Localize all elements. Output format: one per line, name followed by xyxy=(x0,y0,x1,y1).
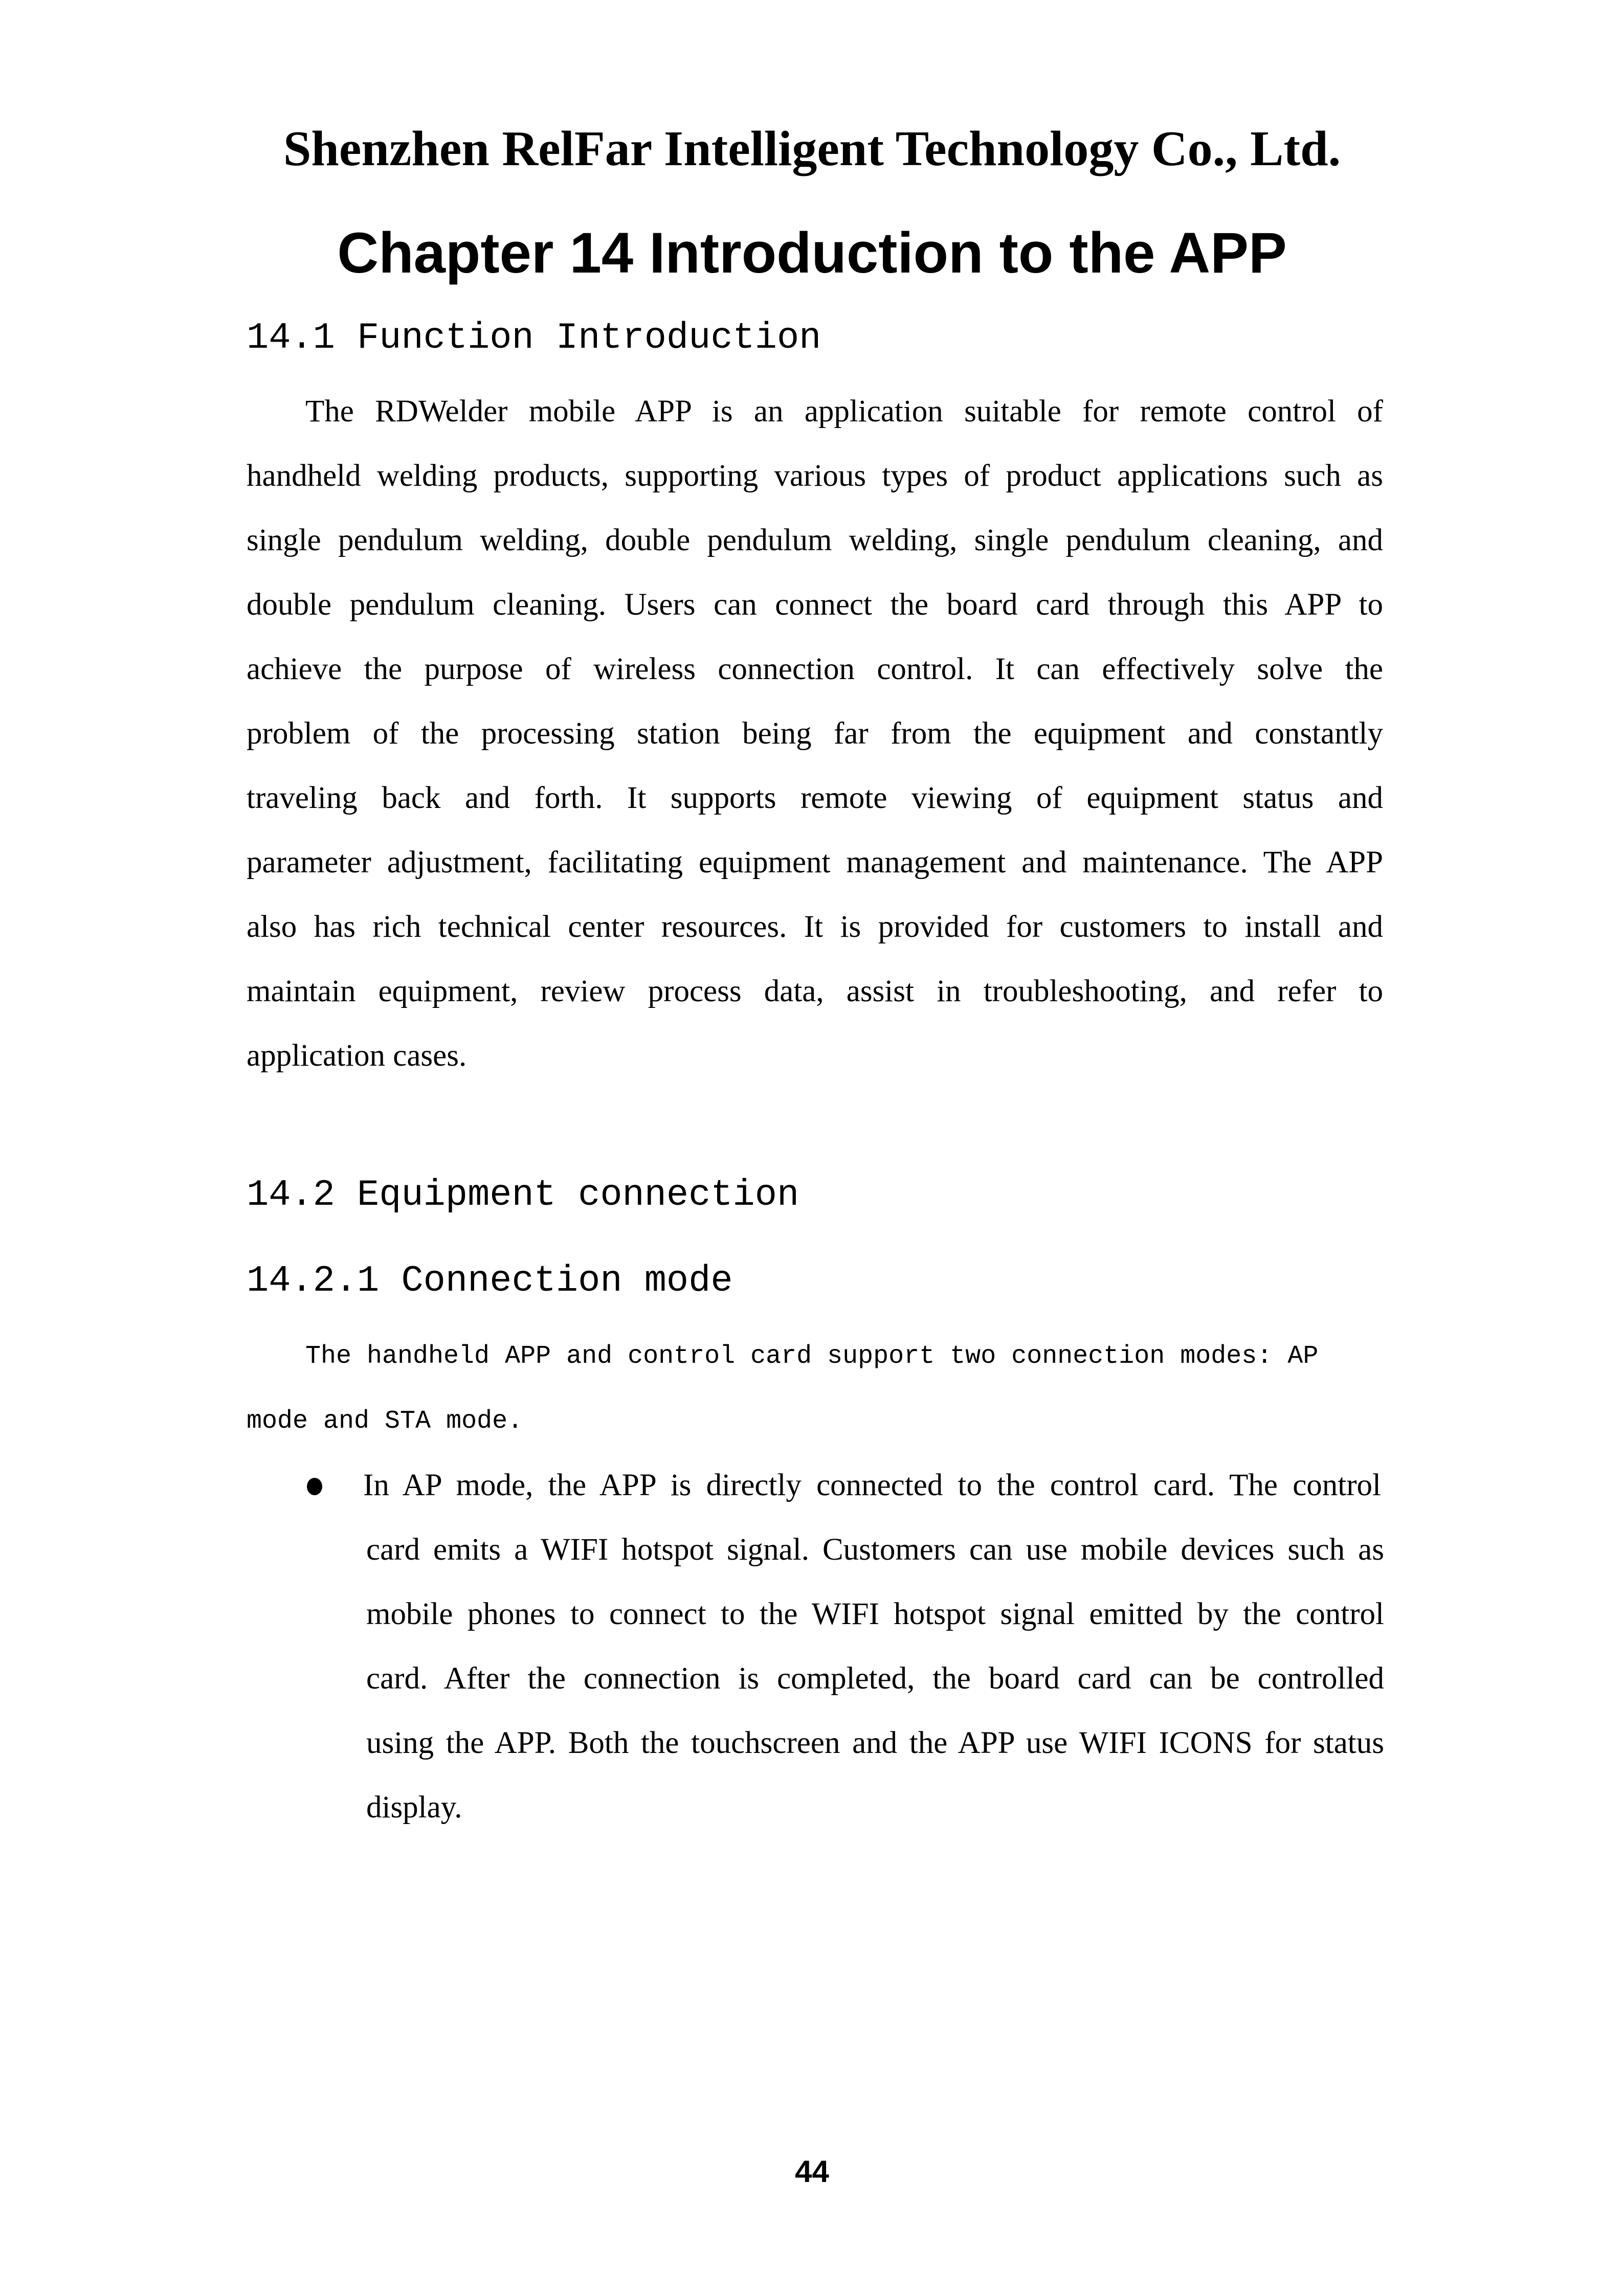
paragraph-line: application cases. xyxy=(247,1039,467,1073)
chapter-title: Chapter 14 Introduction to the APP xyxy=(337,221,1287,285)
bullet-icon xyxy=(307,1478,322,1495)
bullet-line: card emits a WIFI hotspot signal. Customers can use mobile devices such as xyxy=(366,1533,1384,1567)
page-number: 44 xyxy=(795,2154,829,2189)
paragraph-line: achieve the purpose of wireless connection control. It can effectively solve the xyxy=(247,652,1383,686)
bullet-line: display. xyxy=(366,1790,462,1825)
intro-line: mode and STA mode. xyxy=(247,1407,523,1436)
bullet-line: In AP mode, the APP is directly connected to the control card. The control xyxy=(363,1468,1381,1502)
intro-line: The handheld APP and control card support two connection modes: AP xyxy=(305,1342,1319,1371)
bullet-line: card. After the connection is completed, the board card can be controlled xyxy=(366,1661,1384,1696)
paragraph-line: The RDWelder mobile APP is an application suitable for remote control of xyxy=(305,394,1383,429)
paragraph-line: also has rich technical center resources. It is provided for customers to install and xyxy=(247,910,1383,944)
paragraph-line: single pendulum welding, double pendulum welding, single pendulum cleaning, and xyxy=(247,523,1383,557)
bullet-line: using the APP. Both the touchscreen and the APP use WIFI ICONS for status xyxy=(366,1726,1384,1760)
bullet-line: mobile phones to connect to the WIFI hotspot signal emitted by the control xyxy=(366,1597,1384,1631)
paragraph-line: traveling back and forth. It supports remote viewing of equipment status and xyxy=(247,781,1383,815)
section-heading-14-1: 14.1 Function Introduction xyxy=(247,317,821,359)
company-header: Shenzhen RelFar Intelligent Technology Co., Ltd. xyxy=(283,121,1341,176)
paragraph-line: maintain equipment, review process data, assist in troubleshooting, and refer to xyxy=(247,974,1383,1008)
paragraph-line: handheld welding products, supporting various types of product applications such as xyxy=(247,459,1383,493)
paragraph-line: double pendulum cleaning. Users can connect the board card through this APP to xyxy=(247,588,1383,622)
paragraph-line: problem of the processing station being far from the equipment and constantly xyxy=(247,716,1383,751)
paragraph-line: parameter adjustment, facilitating equipment management and maintenance. The APP xyxy=(247,845,1383,880)
subsection-heading-14-2-1: 14.2.1 Connection mode xyxy=(247,1260,733,1302)
section-heading-14-2: 14.2 Equipment connection xyxy=(247,1174,799,1216)
